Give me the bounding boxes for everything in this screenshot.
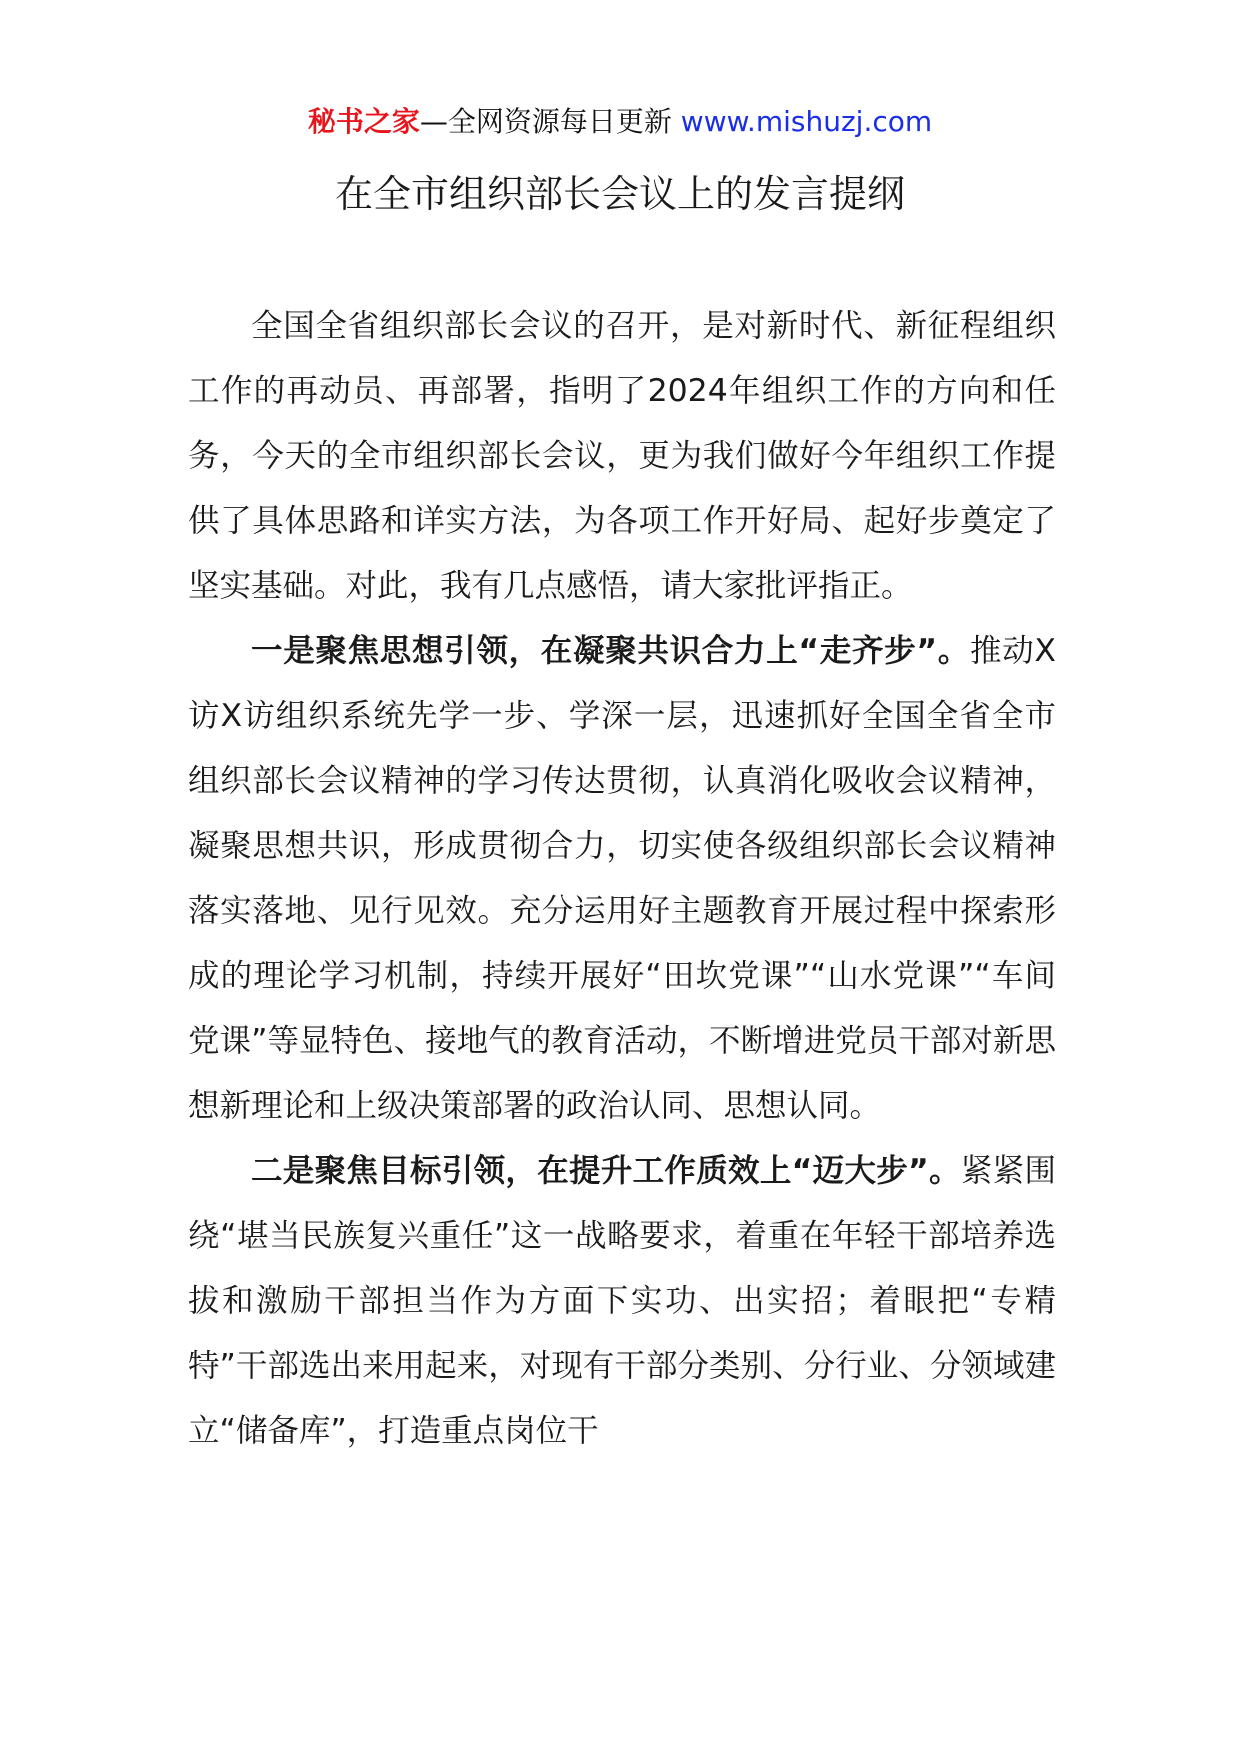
document-body <box>188 294 1056 1464</box>
brand-name: 秘书之家 <box>307 105 420 138</box>
site-url[interactable]: www.mishuzj.com <box>680 105 933 138</box>
paragraph-intro <box>188 294 1056 619</box>
paragraph-point-one <box>188 619 1056 1139</box>
paragraph-text: 推动X访X访组织系统先学一步、学深一层，迅速抓好全国全省全市组织部长会议精神的学习传达贯彻，认真消化吸收会议精神，凝聚思想共识，形成贯彻合力，切实使各级组织部长会议精神落实落地、见行见效。充分运用好主题教育开展过程中探索形成的理论学习机制，持续开展好“田坎党课”“山水党课”“车间党课”等显特色、接地气的教育活动，不断增进党员干部对新思想新理论和上级决策部署的政治认同、思想认同。 <box>188 633 1056 1124</box>
document-title: 在全市组织部长会议上的发言提纲 <box>334 172 905 216</box>
paragraph-text: 紧紧围绕“堪当民族复兴重任”这一战略要求，着重在年轻干部培养选拔和激励干部担当作为方面下实功、出实招；着眼把“专精特”干部选出来用起来，对现有干部分类别、分行业、分领域建立“储备库”，打造重点岗位干 <box>188 1153 1056 1449</box>
paragraph-point-two <box>188 1139 1056 1464</box>
paragraph-text: 全国全省组织部长会议的召开，是对新时代、新征程组织工作的再动员、再部署，指明了2024年组织工作的方向和任务，今天的全市组织部长会议，更为我们做好今年组织工作提供了具体思路和详实方法，为各项工作开好局、起好步奠定了坚实基础。对此，我有几点感悟，请大家批评指正。 <box>188 308 1056 604</box>
paragraph-lead: 二是聚焦目标引领，在提升工作质效上“迈大步”。 <box>251 1153 961 1189</box>
paragraph-lead: 一是聚焦思想引领，在凝聚共识合力上“走齐步”。 <box>251 633 970 669</box>
brand-slogan: —全网资源每日更新 <box>419 105 672 138</box>
site-banner <box>0 102 1240 142</box>
